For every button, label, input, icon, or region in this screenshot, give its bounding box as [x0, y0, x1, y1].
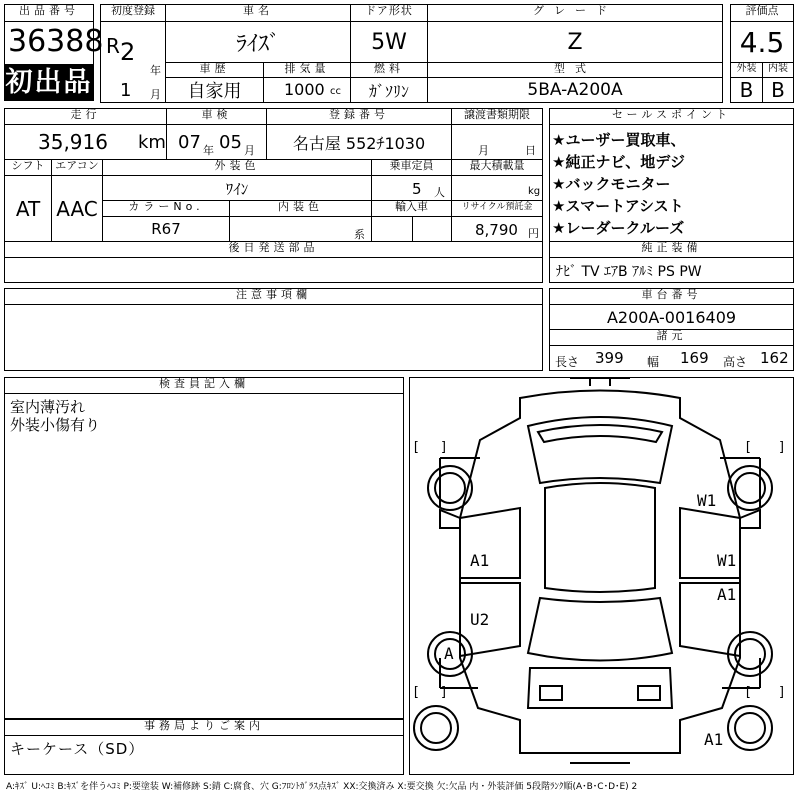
sales-point-5: ★レーダークルーズ	[552, 219, 685, 237]
height: 162	[760, 349, 789, 367]
inspector-note-2: 外装小傷有り	[10, 416, 101, 434]
history-label: 車歴	[165, 62, 264, 78]
bracket-right-top: [	[744, 440, 752, 455]
import-box	[371, 216, 413, 242]
inspector-notes-label: 検査員記入欄	[4, 377, 404, 394]
year-unit: 年	[150, 64, 161, 77]
later-parts-label: 後日発送部品	[4, 241, 543, 258]
bracket-right-bottom: [	[744, 685, 752, 700]
displacement-label: 排気量	[263, 62, 351, 78]
mileage-unit: km	[138, 132, 166, 153]
sales-point-1: ★ユーザー買取車、	[552, 131, 686, 149]
mileage: 35,916	[38, 130, 108, 154]
inspection-month: 05	[219, 132, 242, 153]
grade-label: グレード	[427, 4, 723, 22]
office-guidance: キーケース（SD）	[10, 740, 145, 758]
score-label: 評価点	[730, 4, 794, 22]
dimensions-box	[549, 345, 794, 371]
inspector-notes-box	[4, 393, 404, 719]
damage-right-rear: W1	[697, 491, 717, 510]
interior-color-box	[229, 216, 372, 242]
exterior-grade: B	[730, 77, 763, 103]
capacity-unit: 人	[434, 186, 445, 199]
dimensions-label: 諸元	[549, 329, 794, 346]
bracket-right-bottom-close: ]	[778, 685, 786, 700]
car-outline	[410, 378, 793, 774]
interior-color-unit: 系	[354, 228, 365, 241]
capacity: 5	[412, 180, 422, 198]
notes-box	[4, 304, 543, 371]
vehicle-history: 自家用	[165, 77, 264, 103]
door-type: 5W	[350, 21, 428, 63]
office-guidance-label: 事務局よりご案内	[4, 719, 404, 736]
first-listing-badge: 初出品	[4, 65, 94, 101]
bracket-left-bottom: [	[412, 685, 420, 700]
displacement-unit: cc	[330, 86, 341, 97]
bracket-right-top-close: ]	[778, 440, 786, 455]
max-load-unit: kg	[528, 186, 541, 197]
bracket-left-top: [	[412, 440, 420, 455]
air-conditioner: AAC	[51, 175, 103, 242]
transfer-deadline-label: 譲渡書類期限	[451, 108, 543, 125]
sales-point-2: ★純正ナビ、地デジ	[552, 153, 685, 171]
door-label: ドア形状	[350, 4, 428, 22]
chassis-label: 車台番号	[549, 288, 794, 305]
equipment-label: 純正装備	[549, 241, 794, 258]
transfer-month: 月	[478, 144, 489, 157]
sales-points-label: セールスポイント	[549, 108, 794, 125]
inspection-year-unit: 年	[203, 144, 214, 157]
damage-left-front-door: A1	[470, 551, 490, 570]
color-number: R67	[102, 216, 230, 242]
inspection-label: 車検	[166, 108, 267, 125]
model-label: 型式	[427, 62, 723, 78]
mileage-label: 走行	[4, 108, 167, 125]
fuel: ｶﾞｿﾘﾝ	[350, 77, 428, 103]
registration-number: 名古屋 552ﾁ1030	[266, 124, 452, 160]
grade: Z	[427, 21, 723, 63]
chassis-number: A200A-0016409	[549, 304, 794, 330]
recycle-fee-label: リサイクル預託金	[451, 200, 543, 217]
later-parts-box	[4, 257, 543, 283]
ac-label: エアコン	[51, 159, 103, 176]
overall-score: 4.5	[730, 21, 794, 63]
lot-number: 36388	[8, 24, 104, 59]
damage-bottom-right: A1	[704, 730, 724, 749]
max-load-label: 最大積載量	[451, 159, 543, 176]
registration-month: 1	[120, 80, 132, 101]
bracket-left-bottom-close: ]	[440, 685, 448, 700]
bracket-left-top-close: ]	[440, 440, 448, 455]
color-number-label: カラーNo.	[102, 200, 230, 217]
car-name-label: 車名	[165, 4, 351, 22]
sales-point-4: ★スマートアシスト	[552, 197, 684, 215]
sales-point-3: ★バックモニター	[552, 175, 671, 193]
width: 169	[680, 349, 709, 367]
car-name: ﾗｲｽﾞ	[165, 21, 351, 63]
equipment: ﾅﾋﾞ TV ｴｱB ｱﾙﾐ PS PW	[556, 264, 702, 280]
inspection-year: 07	[178, 132, 201, 153]
era: R	[106, 34, 120, 58]
exterior-grade-label: 外装	[730, 62, 763, 78]
month-unit: 月	[150, 88, 161, 101]
exterior-color-label: 外装色	[102, 159, 372, 176]
notes-label: 注意事項欄	[4, 288, 543, 305]
car-damage-diagram	[409, 377, 794, 775]
import-label: 輸入車	[371, 200, 452, 217]
inspection-month-unit: 月	[244, 144, 255, 157]
import-box-2	[412, 216, 452, 242]
recycle-fee-unit: 円	[528, 227, 539, 240]
lot-number-label: 出品番号	[4, 4, 94, 22]
damage-left-rear-door: U2	[470, 610, 490, 629]
exterior-color: ﾜｲﾝ	[102, 175, 372, 201]
recycle-fee: 8,790	[475, 221, 518, 239]
length: 399	[595, 349, 624, 367]
damage-right-front-door: W1	[717, 551, 737, 570]
transfer-day: 日	[525, 144, 536, 157]
first-registration-label: 初度登録	[100, 4, 166, 22]
displacement: 1000	[284, 80, 325, 99]
shift: AT	[4, 175, 52, 242]
capacity-label: 乗車定員	[371, 159, 452, 176]
shift-label: シフト	[4, 159, 52, 176]
inspector-note-1: 室内薄汚れ	[10, 398, 86, 416]
interior-grade-label: 内装	[762, 62, 794, 78]
width-label: 幅	[647, 355, 660, 369]
model-code: 5BA-A200A	[427, 77, 723, 103]
damage-legend: A:ｷｽﾞ U:ﾍｺﾐ B:ｷｽﾞを伴うﾍｺﾐ P:要塗装 W:補修跡 S:錆 C:腐食、穴 G:ﾌﾛﾝﾄｶﾞﾗｽ点ｷｽﾞ XX:交換済み X:要交換 欠:欠品 内・外装評価 5段階ﾗﾝｸ順(A･B･C･D･E) 2	[6, 782, 638, 792]
length-label: 長さ	[555, 355, 580, 369]
registration-year: 2	[120, 38, 136, 66]
interior-color-label: 内装色	[229, 200, 372, 217]
damage-right-rear-door: A1	[717, 585, 737, 604]
damage-left-rear-wheel: A	[444, 644, 454, 663]
fuel-label: 燃料	[350, 62, 428, 78]
registration-number-label: 登録番号	[266, 108, 452, 125]
interior-grade: B	[762, 77, 794, 103]
height-label: 高さ	[723, 355, 748, 369]
